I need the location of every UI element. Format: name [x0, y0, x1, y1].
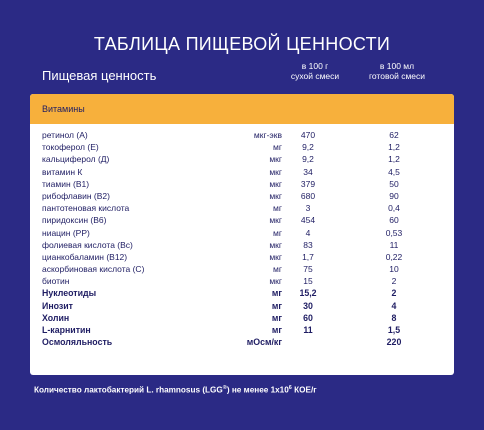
- row-unit: мОсм/кг: [246, 337, 282, 348]
- table-row: [30, 312, 454, 324]
- row-unit: мг: [273, 142, 282, 153]
- page-title: ТАБЛИЦА ПИЩЕВОЙ ЦЕННОСТИ: [93, 34, 391, 54]
- nutrition-value-label: Пищевая ценность: [42, 68, 157, 83]
- table-row: [30, 178, 454, 190]
- column-header-per-100ml-line2: готовой смеси: [368, 71, 426, 81]
- row-name: Осмоляльность: [42, 337, 113, 348]
- row-value-per-100ml: 10: [389, 264, 399, 275]
- row-name: ниацин (РР): [42, 227, 90, 238]
- row-name: аскорбиновая кислота (С): [42, 264, 145, 275]
- row-unit: мкг: [269, 215, 282, 226]
- footnote-exponent: 6: [288, 385, 292, 391]
- row-value-per-100ml: 11: [389, 239, 399, 250]
- row-value-per-100g: 34: [303, 166, 313, 177]
- row-value-per-100ml: 8: [391, 312, 397, 323]
- row-value-per-100ml: 1,5: [387, 325, 401, 335]
- table-row: [30, 202, 454, 214]
- row-value-per-100ml: 60: [389, 215, 399, 226]
- row-unit: мкг-экв: [253, 130, 282, 140]
- column-header-per-100ml: [352, 61, 442, 81]
- row-value-per-100g: 30: [303, 300, 313, 311]
- row-value-per-100ml: 4,5: [388, 166, 400, 177]
- row-name: Инозит: [42, 300, 73, 311]
- table-row: [30, 300, 454, 312]
- table-row: [30, 214, 454, 226]
- row-value-per-100g: 60: [303, 312, 313, 323]
- column-header-per-100g-line1: в 100 г: [301, 61, 329, 71]
- row-value-per-100ml: 2: [391, 276, 397, 287]
- table-row: [30, 275, 454, 287]
- row-value-per-100ml: 90: [389, 190, 399, 201]
- row-value-per-100g: 9,2: [302, 142, 314, 153]
- row-value-per-100g: 379: [300, 178, 316, 189]
- row-value-per-100g: 470: [300, 130, 316, 140]
- row-unit: мкг: [269, 178, 282, 189]
- table-row: [30, 336, 454, 348]
- row-unit: мг: [271, 312, 282, 323]
- table-row: [30, 166, 454, 178]
- row-value-per-100ml: 50: [389, 178, 399, 189]
- row-value-per-100ml: 0,4: [388, 203, 400, 214]
- row-value-per-100g: 4: [305, 227, 311, 238]
- row-unit: мкг: [269, 166, 282, 177]
- row-unit: мкг: [269, 190, 282, 201]
- column-header-per-100ml-line1: в 100 мл: [379, 61, 415, 71]
- footnote-registered-mark: ®: [222, 385, 227, 391]
- row-name: Нуклеотиды: [42, 288, 97, 299]
- row-name: Холин: [42, 312, 70, 323]
- row-value-per-100g: 3: [305, 203, 311, 214]
- nutrition-rows: [30, 129, 454, 348]
- row-unit: мг: [271, 325, 282, 335]
- row-name: L-карнитин: [42, 325, 91, 335]
- table-row: [30, 251, 454, 263]
- row-name: рибофлавин (В2): [42, 190, 110, 201]
- row-value-per-100ml: 1,2: [388, 154, 400, 165]
- row-name: фолиевая кислота (Вс): [42, 239, 133, 250]
- footnote-text-start: Количество лактобактерий L. rhamnosus (LGG: [34, 385, 223, 395]
- row-unit: мг: [273, 227, 282, 238]
- row-value-per-100ml: 1,2: [388, 142, 400, 153]
- row-unit: мг: [273, 203, 282, 214]
- row-name: витамин К: [42, 166, 83, 177]
- row-value-per-100ml: 62: [389, 130, 399, 140]
- row-name: цианкобаламин (В12): [42, 251, 128, 262]
- row-name: биотин: [42, 276, 70, 287]
- row-value-per-100ml: 4: [391, 300, 397, 311]
- row-unit: мкг: [269, 276, 282, 287]
- column-header-per-100g: [270, 61, 360, 81]
- table-row: [30, 153, 454, 165]
- section-header-vitamins: Витамины: [30, 94, 454, 124]
- row-value-per-100g: 75: [303, 264, 313, 275]
- row-value-per-100g: 15,2: [299, 288, 317, 299]
- row-name: ретинол (А): [42, 130, 88, 140]
- row-unit: мкг: [269, 251, 282, 262]
- nutrition-table: [30, 94, 454, 375]
- footnote-text-middle: ) не менее 1х10: [226, 385, 289, 395]
- footnote: [34, 385, 317, 395]
- row-value-per-100g: 1,7: [302, 251, 314, 262]
- row-unit: мг: [273, 264, 282, 275]
- row-name: кальциферол (Д): [42, 154, 110, 165]
- row-unit: мг: [271, 300, 282, 311]
- row-value-per-100ml: 0,22: [385, 251, 403, 262]
- footnote-text-end: КОЕ/г: [291, 385, 317, 395]
- column-header-per-100g-line2: сухой смеси: [290, 71, 340, 81]
- row-name: пиридоксин (В6): [42, 215, 107, 226]
- table-row: [30, 190, 454, 202]
- row-value-per-100g: 9,2: [302, 154, 314, 165]
- table-row: [30, 129, 454, 141]
- row-name: тиамин (В1): [42, 178, 90, 189]
- row-unit: мкг: [269, 239, 282, 250]
- row-value-per-100g: 11: [303, 325, 313, 335]
- table-row: [30, 263, 454, 275]
- row-value-per-100g: 680: [300, 190, 316, 201]
- table-row: [30, 141, 454, 153]
- row-value-per-100ml: 0,53: [385, 227, 403, 238]
- table-row: [30, 239, 454, 251]
- row-name: пантотеновая кислота: [42, 203, 130, 214]
- table-row: [30, 287, 454, 299]
- row-value-per-100ml: 2: [391, 288, 397, 299]
- row-value-per-100ml: 220: [386, 337, 402, 348]
- row-value-per-100g: 83: [303, 239, 313, 250]
- row-name: токоферол (Е): [42, 142, 99, 153]
- table-row: [30, 227, 454, 239]
- row-value-per-100g: 15: [303, 276, 313, 287]
- table-row: [30, 324, 454, 336]
- row-value-per-100g: 454: [300, 215, 316, 226]
- row-unit: мг: [271, 288, 282, 299]
- row-unit: мкг: [269, 154, 282, 165]
